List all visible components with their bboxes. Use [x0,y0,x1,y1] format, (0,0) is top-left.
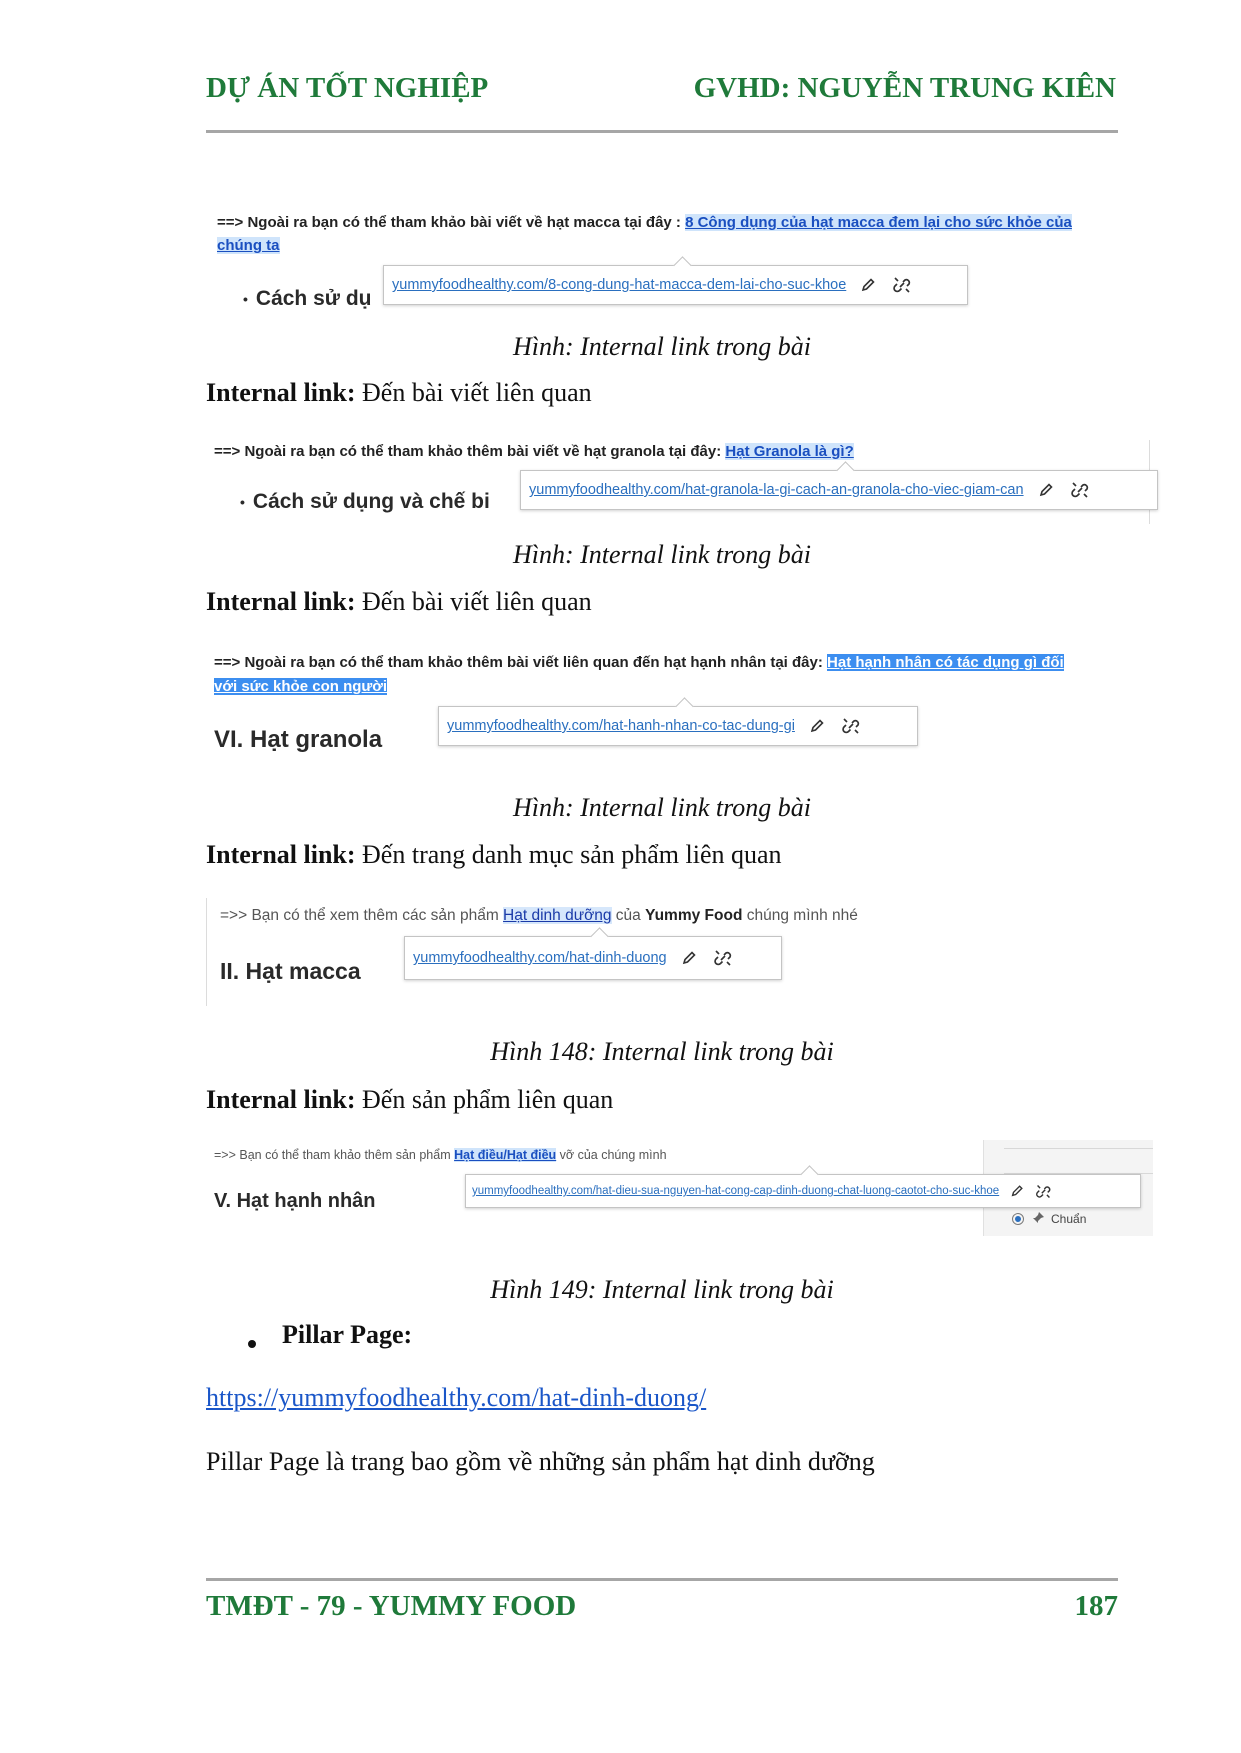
header-advisor: GVHD: NGUYỄN TRUNG KIÊN [693,72,1116,104]
editor-text-line: ==> Ngoài ra bạn có thể tham khảo bài viết về hạt macca tại đây : 8 Công dụng của hạt macca đem lại cho sức khỏe của [217,214,1072,231]
editor-section-heading: VI. Hạt granola [214,726,383,753]
editor-section-heading: II. Hạt macca [220,958,361,984]
radio-selected-icon[interactable] [1012,1213,1024,1225]
header-project-title: DỰ ÁN TỐT NGHIỆP [206,72,489,104]
internal-link-note-3: Internal link: Đến trang danh mục sản phẩm liên quan [206,840,782,869]
pencil-icon[interactable] [805,714,829,738]
link-popup [383,265,968,305]
pencil-icon[interactable] [1005,1179,1029,1203]
editor-text-line: ==> Ngoài ra bạn có thể tham khảo thêm bài viết về hạt granola tại đây: Hạt Granola là gì? [214,443,854,460]
link-popup-url[interactable]: yummyfoodhealthy.com/hat-dieu-sua-nguyen-hat-cong-cap-dinh-duong-chat-luong-caotot-cho-suc-khoe [472,1185,1000,1197]
link-popup [520,470,1158,510]
unlink-icon[interactable] [890,273,914,297]
editor-section-heading: V. Hạt hạnh nhân [214,1190,376,1212]
internal-link-note-4: Internal link: Đến sản phẩm liên quan [206,1085,614,1114]
figure-caption-3: Hình: Internal link trong bài [512,793,811,822]
editor-bullet-item: • Cách sử dụng và chế bi [240,490,490,513]
pillar-page-description: Pillar Page là trang bao gồm về những sản phẩm hạt dinh dưỡng [206,1447,875,1476]
bullet-point [248,1340,256,1348]
link-popup-url[interactable]: yummyfoodhealthy.com/hat-dinh-duong [413,950,667,966]
editor-text-line-2 [214,678,387,695]
format-option-standard[interactable]: Chuẩn [1012,1211,1086,1227]
unlink-icon[interactable] [1031,1179,1055,1203]
footer-divider [206,1578,1118,1581]
screenshot-hat-dieu-link [212,1140,1152,1240]
editor-bullet-item: • Cách sử dụ [243,287,372,310]
pillar-page-title: Pillar Page: [282,1320,413,1349]
screenshot-hat-dinh-duong-link [206,898,946,1008]
link-popup [438,706,918,746]
screenshot-macca-link [215,210,1135,310]
screenshot-hanh-nhan-link [212,650,1152,760]
header-divider [206,130,1118,133]
internal-link-note-1: Internal link: Đến bài viết liên quan [206,378,592,407]
pencil-icon[interactable] [1034,478,1058,502]
link-popup-url[interactable]: yummyfoodhealthy.com/hat-hanh-nhan-co-tac-dung-gi [447,718,795,734]
figure-caption-5: Hình 149: Internal link trong bài [490,1275,834,1304]
editor-text-line: =>> Bạn có thể tham khảo thêm sản phẩm Hạt điều/Hạt điều vỡ của chúng mình [214,1148,667,1162]
sidebar-divider [1004,1148,1153,1149]
editor-text-line-2 [217,237,280,254]
unlink-icon[interactable] [1068,478,1092,502]
pin-icon [1032,1211,1045,1227]
pencil-icon[interactable] [677,946,701,970]
internal-link-continued[interactable]: với sức khỏe con người [214,678,388,695]
internal-link[interactable]: 8 Công dụng của hạt macca đem lại cho sức khỏe của [685,214,1072,231]
internal-link[interactable]: Hạt điều/Hạt điều [454,1148,557,1162]
footer-project-name: TMĐT - 79 - YUMMY FOOD [206,1590,577,1622]
internal-link-note-2: Internal link: Đến bài viết liên quan [206,587,592,616]
figure-caption-1: Hình: Internal link trong bài [512,332,811,361]
figure-caption-4: Hình 148: Internal link trong bài [490,1037,834,1066]
internal-link[interactable]: Hạt Granola là gì? [725,443,854,460]
link-popup-url[interactable]: yummyfoodhealthy.com/hat-granola-la-gi-cach-an-granola-cho-viec-giam-can [529,482,1024,498]
screenshot-granola-link [212,440,1152,520]
unlink-icon[interactable] [711,946,735,970]
editor-text-line: ==> Ngoài ra bạn có thể tham khảo thêm bài viết liên quan đến hạt hạnh nhân tại đây: Hạt hạnh nhân có tác dụng gì đối [214,654,1064,671]
link-popup [465,1174,1141,1208]
editor-edge [206,898,207,1006]
internal-link-continued[interactable]: chúng ta [217,237,280,254]
link-popup-url[interactable]: yummyfoodhealthy.com/8-cong-dung-hat-macca-dem-lai-cho-suc-khoe [392,277,847,293]
internal-link[interactable]: Hạt dinh dưỡng [503,907,612,924]
link-popup [404,936,782,980]
page-header [206,72,1116,112]
unlink-icon[interactable] [839,714,863,738]
page-number: 187 [1074,1590,1118,1622]
figure-caption-2: Hình: Internal link trong bài [512,540,811,569]
pencil-icon[interactable] [856,273,880,297]
page-footer [206,1590,1118,1630]
pillar-page-link[interactable]: https://yummyfoodhealthy.com/hat-dinh-duong/ [206,1383,707,1412]
editor-text-line: =>> Bạn có thể xem thêm các sản phẩm Hạt dinh dưỡng của Yummy Food chúng mình nhé [220,907,858,924]
internal-link[interactable]: Hạt hạnh nhân có tác dụng gì đối [827,654,1064,671]
